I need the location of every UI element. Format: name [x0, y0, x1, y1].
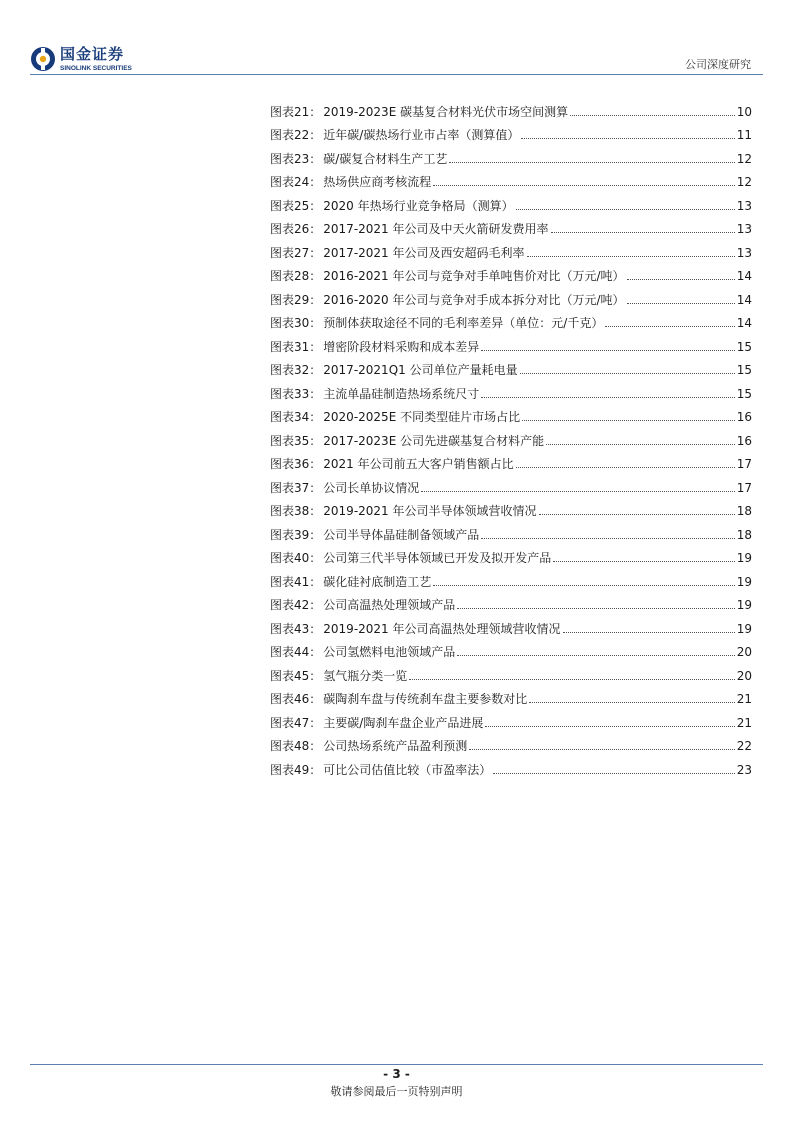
- toc-entry-label: 图表43：: [270, 621, 322, 636]
- toc-entry-label: 图表33：: [270, 386, 322, 401]
- toc-entry-label: 图表31：: [270, 339, 322, 354]
- toc-entry-page: 15: [736, 339, 752, 354]
- toc-entry[interactable]: [270, 683, 752, 707]
- toc-entry-title: 公司第三代半导体领域已开发及拟开发产品: [323, 551, 552, 565]
- toc-entry-label: 图表38：: [270, 504, 322, 518]
- toc-entry-label: 图表40：: [270, 551, 322, 565]
- toc-entry-page: 20: [736, 645, 752, 659]
- toc-entry-page: 22: [736, 739, 752, 753]
- toc-dot-leader: [605, 326, 734, 327]
- toc-entry-title: 2020-2025E 不同类型硅片市场占比: [323, 410, 521, 424]
- toc-entry[interactable]: [270, 330, 752, 354]
- toc-entry[interactable]: [270, 307, 752, 331]
- toc-dot-leader: [627, 303, 735, 304]
- toc-entry-page: 19: [736, 551, 752, 565]
- toc-entry[interactable]: [270, 612, 752, 636]
- toc-entry-title: 2016-2020 年公司与竞争对手成本拆分对比（万元/吨）: [323, 292, 625, 307]
- toc-entry-label: 图表42：: [270, 598, 322, 612]
- toc-entry-title: 公司半导体晶硅制备领域产品: [323, 527, 480, 542]
- toc-dot-leader: [516, 209, 735, 210]
- toc-entry[interactable]: [270, 542, 752, 566]
- toc-entry[interactable]: [270, 565, 752, 589]
- toc-entry-label: 图表27：: [270, 245, 322, 260]
- toc-entry-page: 11: [736, 128, 752, 142]
- toc-dot-leader: [539, 514, 735, 515]
- toc-entry-page: 15: [736, 386, 752, 401]
- toc-entry-page: 12: [736, 175, 752, 189]
- page-header: [0, 0, 793, 80]
- toc-entry-page: 20: [736, 668, 752, 683]
- toc-entry-label: 图表37：: [270, 480, 322, 495]
- toc-entry-title: 2017-2023E 公司先进碳基复合材料产能: [323, 433, 545, 448]
- toc-entry[interactable]: [270, 424, 752, 448]
- toc-entry-page: 14: [736, 292, 752, 307]
- toc-entry-title: 主流单晶硅制造热场系统尺寸: [323, 386, 480, 401]
- toc-dot-leader: [409, 679, 734, 680]
- toc-dot-leader: [457, 608, 734, 609]
- toc-entry-title: 氢气瓶分类一览: [323, 668, 408, 683]
- footer-divider: [30, 1064, 763, 1065]
- toc-entry-page: 13: [736, 198, 752, 213]
- company-logo: [30, 46, 160, 74]
- toc-entry[interactable]: [270, 471, 752, 495]
- toc-entry[interactable]: [270, 589, 752, 613]
- footer-disclaimer: 敬请参阅最后一页特别声明: [330, 1085, 463, 1098]
- toc-entry-label: 图表35：: [270, 433, 322, 448]
- toc-entry[interactable]: [270, 354, 752, 378]
- toc-entry-page: 18: [736, 527, 752, 542]
- toc-entry[interactable]: [270, 401, 752, 425]
- toc-entry[interactable]: [270, 636, 752, 660]
- sinolink-logo-icon: [30, 46, 56, 72]
- toc-entry-title: 公司热场系统产品盈利预测: [323, 739, 468, 753]
- toc-entry-title: 预制体获取途径不同的毛利率差异（单位：元/千克）: [323, 316, 604, 330]
- toc-entry-title: 热场供应商考核流程: [323, 175, 432, 189]
- toc-dot-leader: [570, 115, 735, 116]
- toc-entry-label: 图表48：: [270, 739, 322, 753]
- toc-entry-label: 图表41：: [270, 574, 322, 589]
- toc-dot-leader: [481, 350, 734, 351]
- toc-dot-leader: [481, 538, 734, 539]
- toc-entry[interactable]: [270, 260, 752, 284]
- toc-entry-label: 图表32：: [270, 363, 322, 377]
- toc-entry[interactable]: [270, 166, 752, 190]
- toc-dot-leader: [421, 491, 734, 492]
- toc-entry-label: 图表26：: [270, 222, 322, 236]
- toc-entry-label: 图表29：: [270, 292, 322, 307]
- toc-entry-label: 图表34：: [270, 410, 322, 424]
- toc-entry-page: 14: [736, 269, 752, 283]
- toc-dot-leader: [433, 585, 734, 586]
- toc-entry[interactable]: [270, 706, 752, 730]
- toc-entry-title: 2017-2021 年公司及中天火箭研发费用率: [323, 222, 549, 236]
- toc-entry-page: 21: [736, 715, 752, 730]
- toc-dot-leader: [521, 138, 734, 139]
- logo-english-name: SINOLINK SECURITIES: [60, 65, 132, 72]
- toc-entry[interactable]: [270, 448, 752, 472]
- toc-entry[interactable]: [270, 495, 752, 519]
- toc-entry-title: 主要碳/陶刹车盘企业产品进展: [323, 715, 484, 730]
- header-divider: [30, 74, 763, 75]
- toc-entry-page: 19: [736, 574, 752, 589]
- page-number: - 3 -: [383, 1067, 410, 1081]
- toc-entry-label: 图表24：: [270, 175, 322, 189]
- toc-entry-page: 17: [736, 457, 752, 471]
- toc-entry[interactable]: [270, 142, 752, 166]
- toc-entry[interactable]: [270, 119, 752, 143]
- toc-entry-label: 图表49：: [270, 762, 322, 777]
- toc-entry[interactable]: [270, 189, 752, 213]
- toc-entry-page: 16: [736, 410, 752, 424]
- toc-entry-page: 13: [736, 222, 752, 236]
- toc-dot-leader: [516, 467, 735, 468]
- toc-entry-label: 图表25：: [270, 198, 322, 213]
- toc-entry-page: 18: [736, 504, 752, 518]
- toc-entry-label: 图表30：: [270, 316, 322, 330]
- toc-entry-label: 图表46：: [270, 692, 322, 706]
- toc-entry-page: 19: [736, 621, 752, 636]
- toc-entry[interactable]: [270, 283, 752, 307]
- toc-entry-label: 图表47：: [270, 715, 322, 730]
- toc-entry-title: 碳化硅衬底制造工艺: [323, 574, 432, 589]
- toc-dot-leader: [469, 749, 734, 750]
- toc-entry[interactable]: [270, 730, 752, 754]
- report-type-label: 公司深度研究: [685, 58, 751, 71]
- toc-entry-page: 12: [736, 151, 752, 166]
- toc-dot-leader: [522, 420, 735, 421]
- toc-entry-title: 2020 年热场行业竞争格局（测算）: [323, 198, 514, 213]
- toc-dot-leader: [627, 279, 735, 280]
- toc-entry-title: 公司氢燃料电池领域产品: [323, 645, 456, 659]
- toc-entry-page: 10: [736, 104, 752, 119]
- toc-entry[interactable]: [270, 236, 752, 260]
- toc-entry-page: 21: [736, 692, 752, 706]
- toc-entry-title: 2021 年公司前五大客户销售额占比: [323, 457, 514, 471]
- toc-dot-leader: [481, 397, 734, 398]
- toc-entry-label: 图表45：: [270, 668, 322, 683]
- toc-dot-leader: [520, 373, 735, 374]
- toc-dot-leader: [485, 726, 734, 727]
- toc-entry-title: 碳陶刹车盘与传统刹车盘主要参数对比: [323, 692, 528, 706]
- toc-dot-leader: [529, 702, 734, 703]
- figure-index-list: [270, 95, 752, 777]
- toc-entry-title: 碳/碳复合材料生产工艺: [323, 151, 448, 166]
- toc-dot-leader: [551, 232, 735, 233]
- toc-entry[interactable]: [270, 213, 752, 237]
- toc-entry-page: 13: [736, 245, 752, 260]
- toc-dot-leader: [493, 773, 734, 774]
- toc-entry[interactable]: [270, 753, 752, 777]
- toc-entry-label: 图表22：: [270, 128, 322, 142]
- toc-entry[interactable]: [270, 518, 752, 542]
- toc-entry-title: 公司高温热处理领域产品: [323, 598, 456, 612]
- toc-dot-leader: [527, 256, 735, 257]
- toc-entry-title: 增密阶段材料采购和成本差异: [323, 339, 480, 354]
- toc-entry-title: 2019-2023E 碳基复合材料光伏市场空间测算: [323, 104, 569, 119]
- toc-entry-title: 公司长单协议情况: [323, 480, 420, 495]
- toc-entry[interactable]: [270, 95, 752, 119]
- toc-entry-label: 图表23：: [270, 151, 322, 166]
- toc-entry-title: 2019-2021 年公司高温热处理领域营收情况: [323, 621, 561, 636]
- toc-dot-leader: [433, 185, 734, 186]
- toc-entry-label: 图表44：: [270, 645, 322, 659]
- toc-entry-label: 图表21：: [270, 104, 322, 119]
- toc-entry-page: 19: [736, 598, 752, 612]
- toc-entry-title: 2017-2021 年公司及西安超码毛利率: [323, 245, 525, 260]
- toc-entry[interactable]: [270, 377, 752, 401]
- toc-entry-page: 14: [736, 316, 752, 330]
- toc-entry-title: 2017-2021Q1 公司单位产量耗电量: [323, 363, 518, 377]
- toc-entry-title: 近年碳/碳热场行业市占率（测算值）: [323, 128, 520, 142]
- toc-entry-label: 图表39：: [270, 527, 322, 542]
- toc-entry-title: 可比公司估值比较（市盈率法）: [323, 762, 492, 777]
- toc-dot-leader: [546, 444, 735, 445]
- toc-entry[interactable]: [270, 659, 752, 683]
- toc-entry-title: 2019-2021 年公司半导体领域营收情况: [323, 504, 537, 518]
- toc-dot-leader: [563, 632, 735, 633]
- toc-dot-leader: [449, 162, 734, 163]
- toc-entry-page: 23: [736, 762, 752, 777]
- toc-dot-leader: [457, 655, 734, 656]
- toc-entry-label: 图表28：: [270, 269, 322, 283]
- logo-chinese-name: 国金证券: [60, 45, 125, 63]
- toc-entry-label: 图表36：: [270, 457, 322, 471]
- toc-entry-title: 2016-2021 年公司与竞争对手单吨售价对比（万元/吨）: [323, 269, 625, 283]
- toc-entry-page: 15: [736, 363, 752, 377]
- toc-entry-page: 17: [736, 480, 752, 495]
- toc-dot-leader: [553, 561, 734, 562]
- toc-entry-page: 16: [736, 433, 752, 448]
